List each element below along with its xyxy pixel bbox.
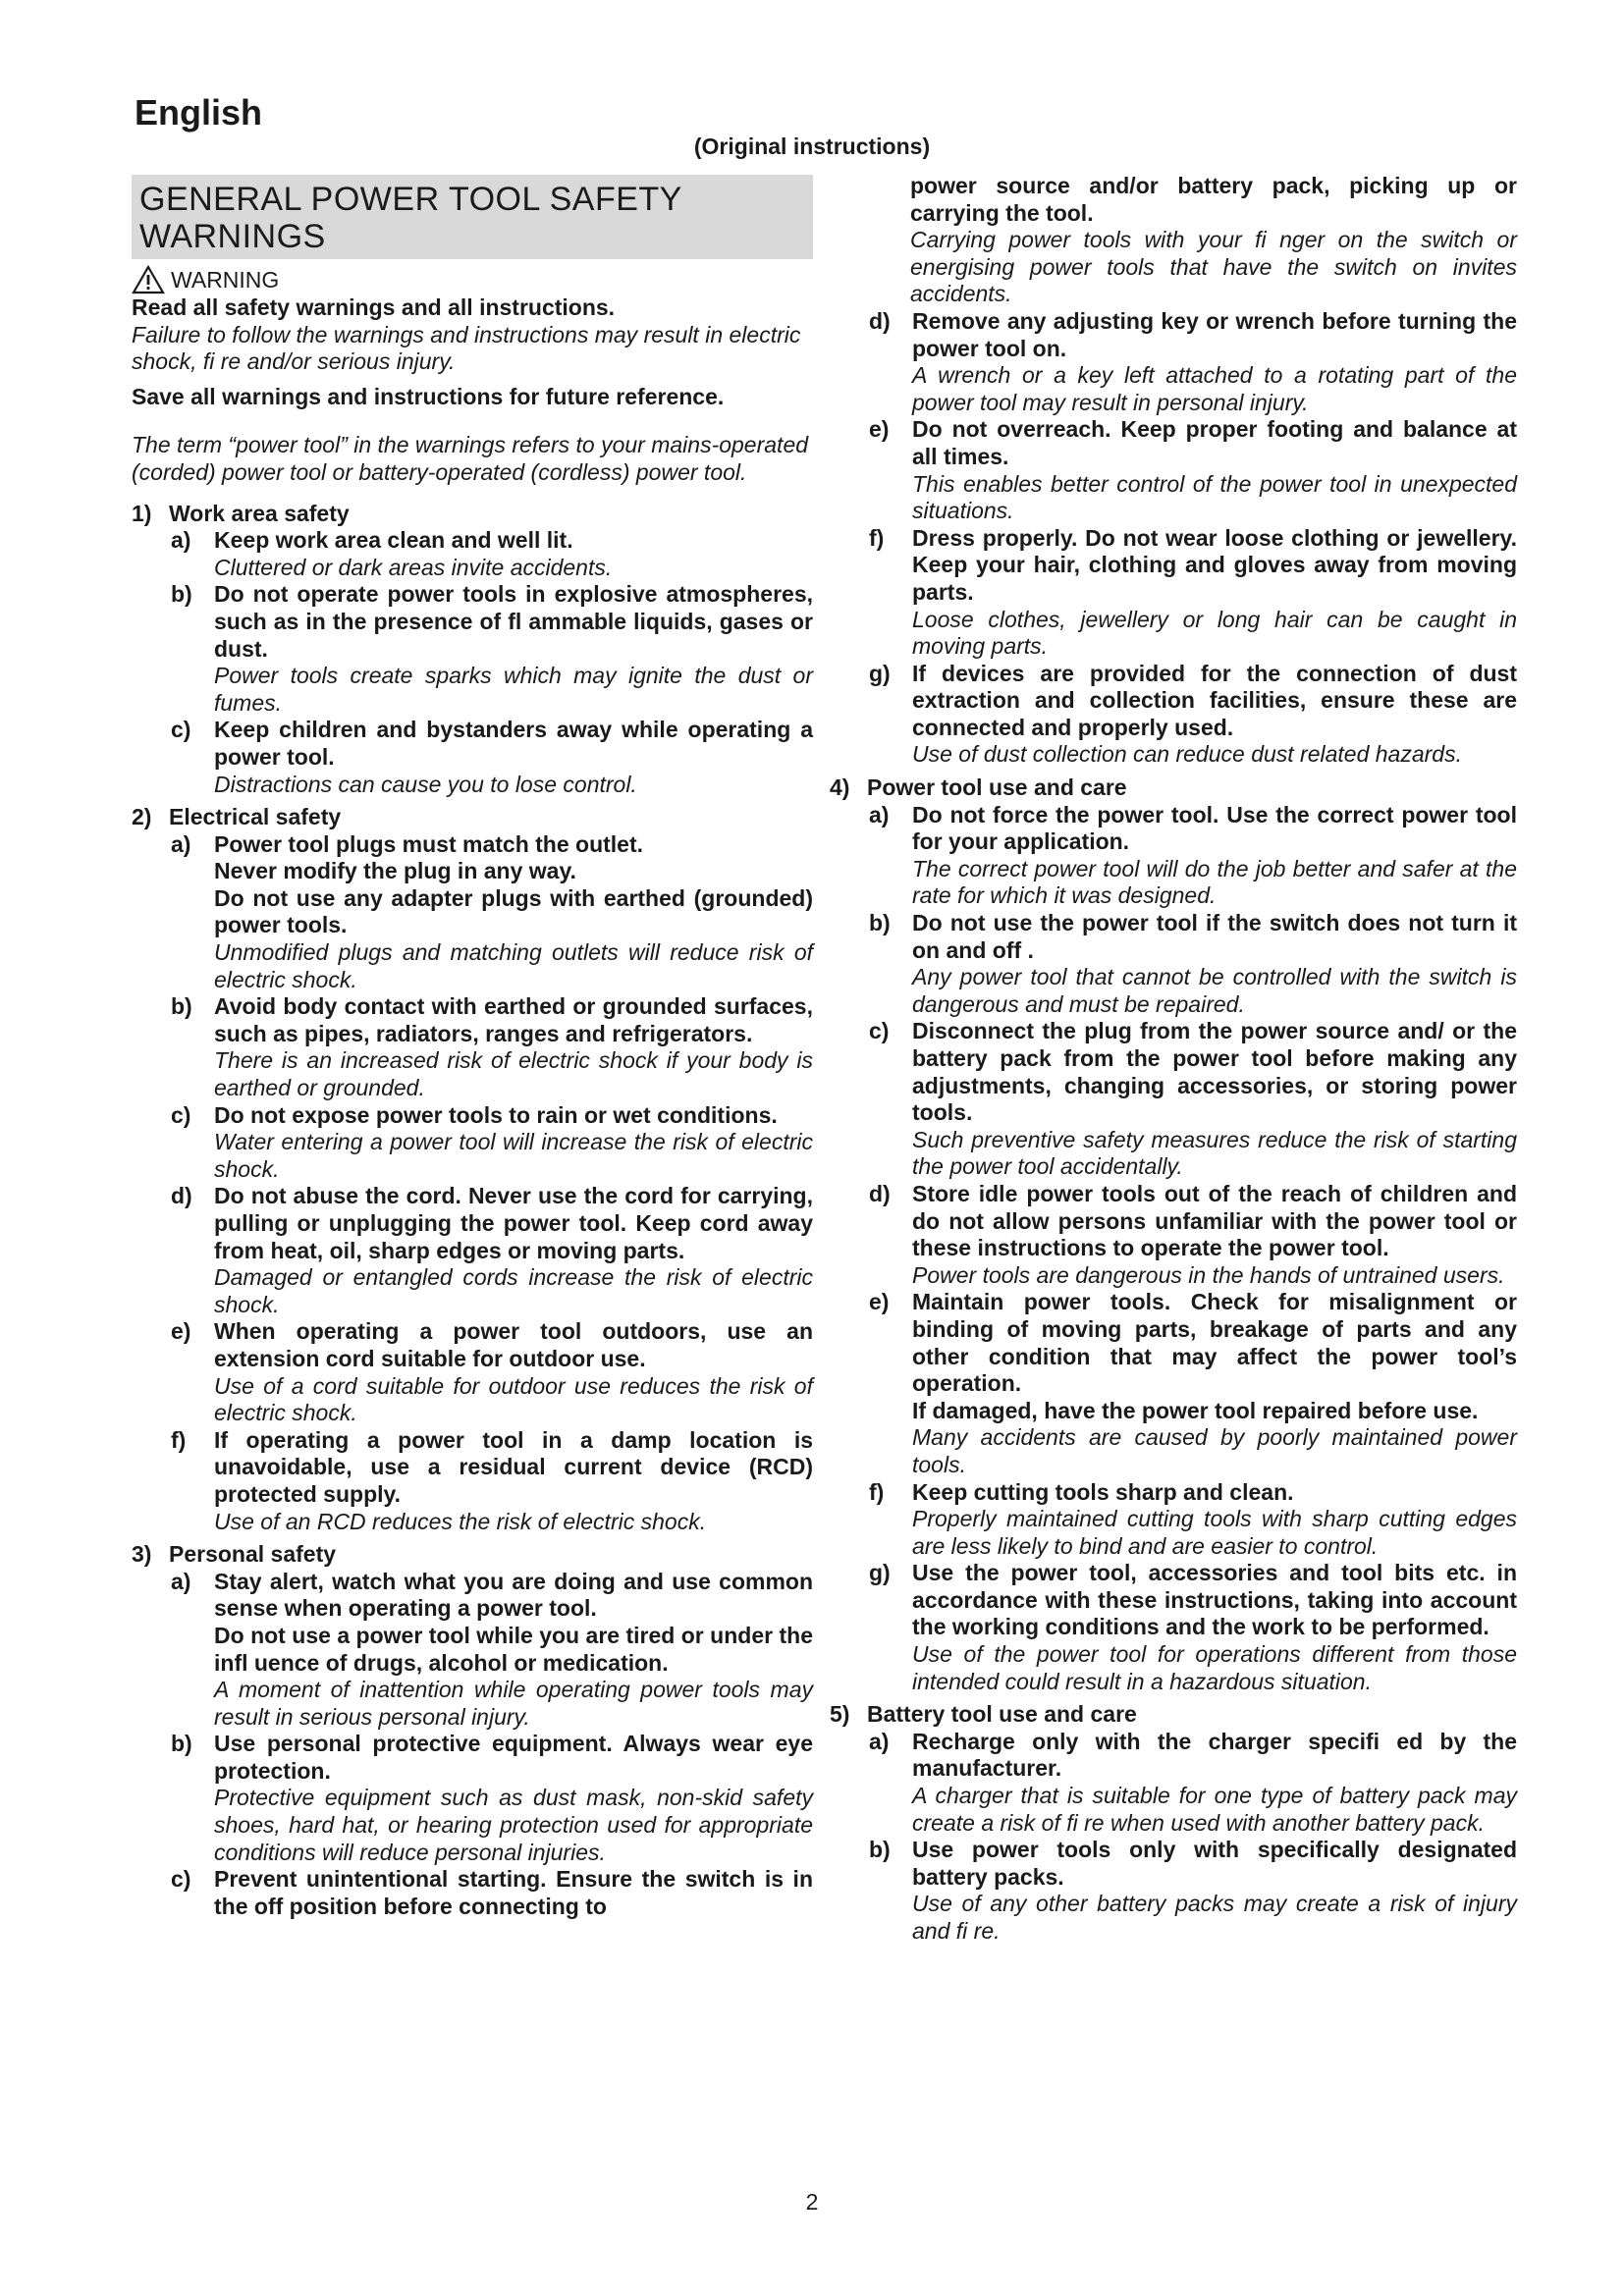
- item-label: b): [171, 993, 192, 1020]
- item-instruction: If devices are provided for the connection of dust extraction and collection facilities, ensure these are connected and properly used.: [912, 660, 1517, 740]
- item-instruction: Keep cutting tools sharp and clean.: [912, 1478, 1294, 1505]
- list-item: [830, 1479, 1517, 1561]
- banner-title-line1: GENERAL POWER TOOL SAFETY: [139, 181, 682, 218]
- list-item: [132, 1427, 813, 1535]
- item-instruction: Disconnect the plug from the power source and/ or the battery pack from the power tool before making any adjustments, changing accessories, or storing power tools.: [912, 1018, 1517, 1126]
- item-label: e): [171, 1318, 191, 1345]
- item-note: Power tools create sparks which may ignite the dust or fumes.: [214, 663, 813, 716]
- list-item: [830, 1018, 1517, 1181]
- item-label: f): [869, 1478, 885, 1505]
- item-note: Many accidents are caused by poorly maintained power tools.: [912, 1424, 1517, 1477]
- item-instruction: When operating a power tool outdoors, use an extension cord suitable for outdoor use.: [214, 1318, 813, 1371]
- item-instruction: Recharge only with the charger specifi ed by the manufacturer.: [912, 1728, 1517, 1782]
- section-banner: [132, 175, 813, 259]
- item-instruction: Do not force the power tool. Use the correct power tool for your application.: [912, 801, 1517, 855]
- item-note: This enables better control of the power tool in unexpected situations.: [912, 470, 1517, 524]
- item-note: Properly maintained cutting tools with sharp cutting edges are less likely to bind and are easier to control.: [912, 1506, 1517, 1559]
- item-label: c): [171, 1866, 191, 1893]
- item-label: d): [869, 307, 891, 334]
- item-instruction: Do not use the power tool if the switch does not turn it on and off .: [912, 910, 1517, 963]
- section-power-tool-use: [830, 774, 1517, 802]
- power-tool-term-note: The term “power tool” in the warnings refers to your mains-operated (corded) power tool or battery-operated (cordless) power tool.: [132, 432, 809, 485]
- warning-row: [132, 265, 813, 294]
- list-item: [830, 1837, 1517, 1945]
- item-instruction: Do not operate power tools in explosive atmospheres, such as in the presence of fl ammable liquids, gases or dust.: [214, 581, 813, 662]
- list-item: [830, 1181, 1517, 1289]
- list-item: [132, 1318, 813, 1426]
- section-electrical-safety: [132, 804, 813, 831]
- item-note: Protective equipment such as dust mask, non-skid safety shoes, hard hat, or hearing protection used for appropriate conditions will reduce personal injuries.: [214, 1785, 813, 1865]
- item-note: Use of the power tool for operations different from those intended could result in a hazardous situation.: [912, 1641, 1517, 1694]
- item-label: g): [869, 1560, 891, 1586]
- item-instruction: Use personal protective equipment. Always wear eye protection.: [214, 1731, 813, 1784]
- item-label: a): [869, 801, 890, 828]
- page-number: 2: [805, 2189, 819, 2215]
- item-instruction: Power tool plugs must match the outlet.: [214, 830, 644, 857]
- section-title: Power tool use and care: [867, 774, 1127, 801]
- item-instruction: If damaged, have the power tool repaired before use.: [912, 1397, 1479, 1423]
- item-instruction: Avoid body contact with earthed or grounded surfaces, such as pipes, radiators, ranges and refrigerators.: [214, 993, 813, 1046]
- item-note: Unmodified plugs and matching outlets will reduce risk of electric shock.: [214, 939, 813, 992]
- item-instruction: Do not use a power tool while you are tired or under the infl uence of drugs, alcohol or medication.: [214, 1622, 813, 1676]
- item-note: Power tools are dangerous in the hands of untrained users.: [912, 1261, 1505, 1288]
- section-title: Battery tool use and care: [867, 1701, 1137, 1728]
- item-label: a): [171, 1568, 191, 1594]
- list-item: [830, 1289, 1517, 1478]
- section-number: 3): [132, 1541, 152, 1568]
- item-note: Water entering a power tool will increase the risk of electric shock.: [214, 1129, 813, 1182]
- item-instruction: Do not use any adapter plugs with earthed (grounded) power tools.: [214, 884, 813, 938]
- item-label: b): [171, 581, 192, 608]
- item-note: Use of a cord suitable for outdoor use reduces the risk of electric shock.: [214, 1372, 813, 1426]
- item-note: There is an increased risk of electric shock if your body is earthed or grounded.: [214, 1047, 813, 1101]
- warning-triangle-icon: [132, 265, 165, 294]
- list-item: [830, 416, 1517, 524]
- original-instructions-subtitle: (Original instructions): [693, 133, 931, 159]
- item-label: g): [869, 660, 891, 686]
- item-label: e): [869, 1289, 890, 1315]
- item-label: f): [869, 524, 885, 551]
- list-item: [132, 1569, 813, 1732]
- warning-label: WARNING: [171, 267, 280, 293]
- item-instruction: Use the power tool, accessories and tool bits etc. in accordance with these instructions, taking into account the working conditions and the work to be performed.: [912, 1560, 1517, 1640]
- item-note: The correct power tool will do the job better and safer at the rate for which it was designed.: [912, 855, 1517, 909]
- item-label: b): [869, 1837, 891, 1863]
- section-battery-tool-use: [830, 1701, 1517, 1729]
- item-instruction: Remove any adjusting key or wrench before turning the power tool on.: [912, 307, 1517, 361]
- item-instruction: Do not abuse the cord. Never use the cord for carrying, pulling or unplugging the power tool. Keep cord away from heat, oil, sharp edges or moving parts.: [214, 1183, 813, 1263]
- read-all-instructions: Read all safety warnings and all instructions.: [132, 294, 616, 320]
- section-number: 4): [830, 774, 850, 801]
- item-instruction: Do not expose power tools to rain or wet conditions.: [214, 1101, 778, 1128]
- item-label: b): [869, 910, 891, 936]
- list-item: [830, 661, 1517, 769]
- item-instruction: Do not overreach. Keep proper footing and balance at all times.: [912, 416, 1517, 469]
- item-instruction: Dress properly. Do not wear loose clothing or jewellery. Keep your hair, clothing and gloves away from moving parts.: [912, 524, 1517, 605]
- section-number: 5): [830, 1701, 850, 1728]
- item-label: c): [869, 1018, 890, 1044]
- item-label: d): [171, 1183, 192, 1209]
- item-instruction: Keep children and bystanders away while operating a power tool.: [214, 717, 813, 770]
- section-work-area-safety: [132, 501, 813, 528]
- item-instruction: Stay alert, watch what you are doing and use common sense when operating a power tool.: [214, 1568, 813, 1622]
- banner-title-line2: WARNINGS: [139, 218, 326, 255]
- item-note: Use of any other battery packs may create a risk of injury and fi re.: [912, 1891, 1517, 1944]
- item-instruction: Store idle power tools out of the reach of children and do not allow persons unfamiliar with the power tool or these instructions to operate the power tool.: [912, 1180, 1517, 1261]
- list-item: [132, 581, 813, 717]
- list-item: [132, 993, 813, 1101]
- item-note: Such preventive safety measures reduce the risk of starting the power tool accidentally.: [912, 1126, 1517, 1180]
- item-label: f): [171, 1426, 187, 1453]
- item-note: Damaged or entangled cords increase the risk of electric shock.: [214, 1264, 813, 1317]
- item-label: b): [171, 1731, 192, 1757]
- section-number: 2): [132, 804, 152, 830]
- list-item: [830, 1729, 1517, 1837]
- list-item: [830, 525, 1517, 661]
- item-label: d): [869, 1180, 891, 1206]
- left-column: [132, 175, 813, 1920]
- item-note: Use of an RCD reduces the risk of electric shock.: [214, 1508, 707, 1534]
- list-item: [132, 1731, 813, 1866]
- list-item: [830, 1560, 1517, 1695]
- item-note: A wrench or a key left attached to a rotating part of the power tool may result in personal injury.: [912, 362, 1517, 415]
- item-instruction: Prevent unintentional starting. Ensure the switch is in the off position before connecting to: [214, 1866, 813, 1919]
- item-instruction: Never modify the plug in any way.: [214, 858, 576, 884]
- list-item: [132, 717, 813, 798]
- list-item: [132, 831, 813, 994]
- read-all-note: Failure to follow the warnings and instructions may result in electric shock, fi re and/or serious injury.: [132, 321, 801, 375]
- item-label: e): [869, 416, 890, 443]
- language-heading: English: [135, 92, 263, 133]
- section-personal-safety: [132, 1541, 813, 1569]
- section-title: Electrical safety: [169, 804, 342, 830]
- list-item: [132, 1102, 813, 1184]
- item-note: Any power tool that cannot be controlled with the switch is dangerous and must be repaired.: [912, 964, 1517, 1017]
- item-label: a): [869, 1728, 890, 1754]
- section-title: Personal safety: [169, 1541, 337, 1568]
- item-instruction: Keep work area clean and well lit.: [214, 527, 573, 554]
- item-label: c): [171, 1101, 191, 1128]
- item-label: c): [171, 717, 191, 743]
- list-item: [830, 910, 1517, 1018]
- item-instruction-continued: power source and/or battery pack, picking up or carrying the tool.: [910, 173, 1517, 226]
- item-note: Loose clothes, jewellery or long hair can be caught in moving parts.: [912, 606, 1517, 660]
- section-title: Work area safety: [169, 500, 350, 526]
- item-instruction: Maintain power tools. Check for misalignment or binding of moving parts, breakage of parts and any other condition that may affect the power tool’s operation.: [912, 1289, 1517, 1397]
- item-note: Use of dust collection can reduce dust related hazards.: [912, 741, 1462, 768]
- item-note: A moment of inattention while operating power tools may result in serious personal injury.: [214, 1677, 813, 1730]
- save-instructions: Save all warnings and instructions for future reference.: [132, 383, 725, 409]
- item-note: Cluttered or dark areas invite accidents.: [214, 554, 613, 580]
- item-note: A charger that is suitable for one type of battery pack may create a risk of fi re when used with another battery pack.: [912, 1783, 1517, 1836]
- item-label: a): [171, 527, 191, 554]
- item-note: Distractions can cause you to lose control.: [214, 771, 637, 797]
- item-instruction: If operating a power tool in a damp location is unavoidable, use a residual current device (RCD) protected supply.: [214, 1426, 813, 1507]
- list-item: [830, 802, 1517, 910]
- list-item: [830, 308, 1517, 416]
- section-number: 1): [132, 500, 152, 526]
- list-item: [132, 1866, 813, 1920]
- item-label: a): [171, 830, 191, 857]
- list-item: [132, 1183, 813, 1318]
- item-instruction: Use power tools only with specifically designated battery packs.: [912, 1837, 1517, 1890]
- list-item: [132, 527, 813, 581]
- right-column: [830, 173, 1517, 1946]
- item-note: Carrying power tools with your fi nger on the switch or energising power tools that have the switch on invites accidents.: [910, 227, 1517, 307]
